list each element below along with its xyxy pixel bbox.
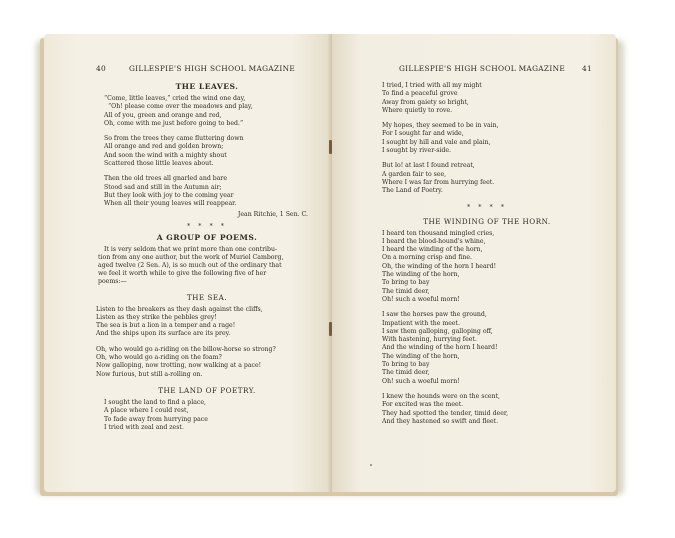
poem-line: Listen as they strike the pebbles grey! [96,313,217,321]
leaves-title: THE LEAVES. [175,82,239,91]
left-running-head [96,64,318,73]
poem-line: But lo! at last I found retreat, [382,162,475,170]
poem-line: I heard the winding of the horn, [382,246,483,254]
poem-line: Oh, come with me just before going to bed.” [104,119,244,127]
poem-line: I knew the hounds were on the scent, [382,392,501,400]
poem-line: I tried with zeal and zest. [104,423,184,431]
poem-line: My hopes, they seemed to be in vain, [382,122,499,130]
prose-line: we feel it worth while to give the following five of her [98,270,267,278]
right-page-number: 41 [581,64,592,73]
poem-line: For excited was the meet. [382,401,464,409]
poem-line: The winding of the horn, [382,352,460,360]
poem-line: “Oh! please come over the meadows and play, [108,103,253,111]
prose-line: aged twelve (2 Sen. A), is so much out of the ordinary that [98,261,282,269]
stanza [382,311,592,386]
poem-line: I heard the blood-hound's whine, [382,237,486,245]
poem-line: To bring to bay [382,361,430,369]
paper-speck [370,464,372,466]
stanza [104,399,318,432]
poem-line: Away from gaiety so bright, [382,98,469,106]
right-page [332,34,616,492]
poem-line: A garden fair to see, [382,170,447,178]
poem-line: Oh, who would go a-riding on the foam? [96,354,222,362]
poem-line: Now galloping, now trotting, now walking at a pace! [96,362,262,370]
poem-line: To bring to bay [382,279,430,287]
stanza [96,346,318,379]
poem-line: The timid deer, [382,369,430,377]
poem-line: The timid deer, [382,287,430,295]
poem-line: With hastening, hurrying feet. [382,336,477,344]
prose-line: tion from any one author, but the work of Muriel Camborg, [98,253,284,261]
poem-line: “Come, little leaves,” cried the wind one day, [104,95,246,102]
poem-line: I sought the land to find a place, [104,398,206,406]
left-page-number: 40 [96,64,107,73]
poem-line: On a morning crisp and fine. [382,254,472,262]
poem-line: I saw the horses paw the ground, [382,311,487,319]
poem-line: Oh, who would go a-riding on the billow-horse so strong? [96,345,276,353]
poem-line: For I sought far and wide, [382,130,464,138]
prose-line: poems:— [98,278,127,286]
right-running-head [382,64,592,73]
sea-poem [96,306,318,379]
poem-line: A place where I could rest, [104,407,189,415]
poem-line: Where I was far from hurrying feet. [382,178,495,186]
poem-line: To find a peaceful grove [382,90,458,98]
poem-line: To fade away from hurrying pace [104,415,208,423]
leaves-poem [96,95,318,218]
stanza [104,95,318,128]
poem-line: But they look with joy to the coming year [104,191,234,199]
poem-line: I tried, I tried with all my might [382,82,482,89]
prose-line: It is very seldom that we print more than one contribu- [104,245,278,253]
horn-title: THE WINDING OF THE HORN. [423,216,551,226]
section-divider-stars: * * * * [467,202,507,211]
poem-line: Oh! such a woeful morn! [382,377,460,385]
poem-line: And the ships upon its surface are its prey. [96,330,231,338]
stanza [382,162,592,195]
poem-line: I heard ten thousand mingled cries, [382,229,495,237]
sea-title: THE SEA. [186,292,228,302]
stanza [104,135,318,168]
poem-line: And soon the wind with a mighty shout [104,151,227,159]
stanza [382,393,592,426]
right-header-title: GILLESPIE'S HIGH SCHOOL MAGAZINE [398,64,566,73]
poem-line: The Land of Poetry. [382,187,443,195]
stanza [104,175,318,208]
poem-line: Stood sad and still in the Autumn air; [104,183,222,191]
group-intro [98,246,316,287]
poem-line: When all their young leaves will reappear. [104,200,237,208]
stanza [382,82,592,115]
poem-line: All of you, green and orange and red, [104,111,222,119]
left-header-title: GILLESPIE'S HIGH SCHOOL MAGAZINE [128,64,296,73]
land-poem-continued [382,82,592,196]
poem-line: Oh! such a woeful morn! [382,295,460,303]
poem-line: And the winding of the horn I heard! [382,344,498,352]
poem-line: Scattered those little leaves about. [104,160,214,168]
poem-line: I sought by river-side. [382,147,452,155]
land-poem [96,399,318,432]
poem-line: Now furious, but still a-rolling on. [96,370,203,378]
stanza [382,122,592,155]
poem-line: They had spotted the tender, timid deer, [382,409,509,417]
poem-line: Then the old trees all gnarled and bare [104,175,228,183]
group-title: A GROUP OF POEMS. [156,232,258,242]
poem-line: I saw them galloping, galloping off, [382,327,493,335]
left-page [44,34,332,492]
poem-line: The sea is but a lion in a temper and a rage! [96,322,236,330]
author-signature: Jean Ritchie, 1 Sen. C. [237,210,308,218]
stanza [382,230,592,305]
poem-line: Where quietly to rove. [382,106,453,114]
poem-line: And they hastened so swift and fleet. [382,417,499,425]
poem-line: All orange and red and golden brown; [104,143,224,151]
horn-poem [382,230,592,427]
poem-line: So from the trees they came fluttering down [104,135,244,143]
poem-line: I sought by hill and vale and plain, [382,138,491,146]
poem-line: Listen to the breakers as they dash against the cliffs, [96,305,263,313]
section-divider-stars: * * * * [187,221,227,230]
poem-line: Impatient with the meet. [382,319,460,327]
stanza [96,306,318,339]
poem-line: Oh, the winding of the horn I heard! [382,262,497,270]
poem-line: The winding of the horn, [382,271,460,279]
land-title: THE LAND OF POETRY. [158,385,256,395]
